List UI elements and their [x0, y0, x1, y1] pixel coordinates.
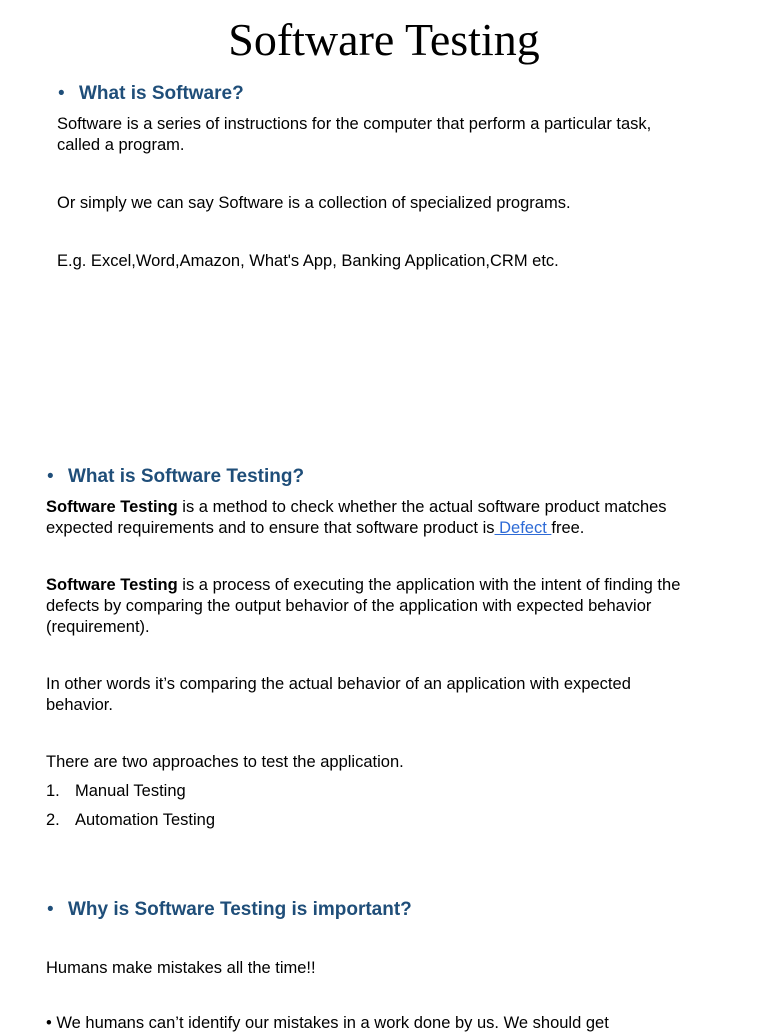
defect-link[interactable]: Defect: [494, 519, 552, 537]
list-number: 1.: [46, 782, 60, 800]
section-heading-why-important: [47, 898, 412, 922]
bullet-icon: •: [47, 466, 54, 487]
software-simple-definition: Or simply we can say Software is a collection of specialized programs.: [57, 194, 571, 212]
testing-definition: [46, 497, 706, 539]
definition-end: free.: [551, 519, 585, 537]
process-text: is a process of executing the application with the intent of finding the defects by comparing the output behavior of the application with expected behavior (requirement).: [46, 576, 681, 636]
testing-process-definition: [46, 575, 701, 638]
software-definition: Software is a series of instructions for the computer that perform a particular task, called a program.: [57, 115, 652, 154]
list-item-manual: [46, 781, 186, 802]
section-heading-what-is-software: [58, 82, 244, 106]
bullet-icon: •: [58, 83, 65, 104]
cutoff-bullet-line: • We humans can’t identify our mistakes in a work done by us. We should get: [46, 1014, 609, 1032]
list-label: Automation Testing: [75, 811, 216, 829]
list-number: 2.: [46, 811, 60, 829]
humans-mistakes: Humans make mistakes all the time!!: [46, 959, 316, 977]
definition-text: is a method to check whether the actual software product matches expected requirements and to ensure that software product is: [46, 498, 667, 537]
list-label: Manual Testing: [75, 782, 186, 800]
bold-term: Software Testing: [46, 576, 178, 594]
list-item-automation: [46, 810, 215, 831]
heading-text: What is Software Testing?: [68, 466, 305, 487]
testing-other-words: In other words it’s comparing the actual behavior of an application with expected behavior.: [46, 675, 631, 714]
bullet-icon: •: [47, 899, 54, 920]
section-heading-what-is-testing: [47, 465, 305, 489]
testing-approaches-intro: There are two approaches to test the application.: [46, 753, 404, 771]
heading-text: What is Software?: [79, 83, 244, 104]
page-title: Software Testing: [228, 14, 540, 65]
software-examples: E.g. Excel,Word,Amazon, What's App, Banking Application,CRM etc.: [57, 252, 559, 270]
bold-term: Software Testing: [46, 498, 178, 516]
heading-text: Why is Software Testing is important?: [68, 899, 412, 920]
